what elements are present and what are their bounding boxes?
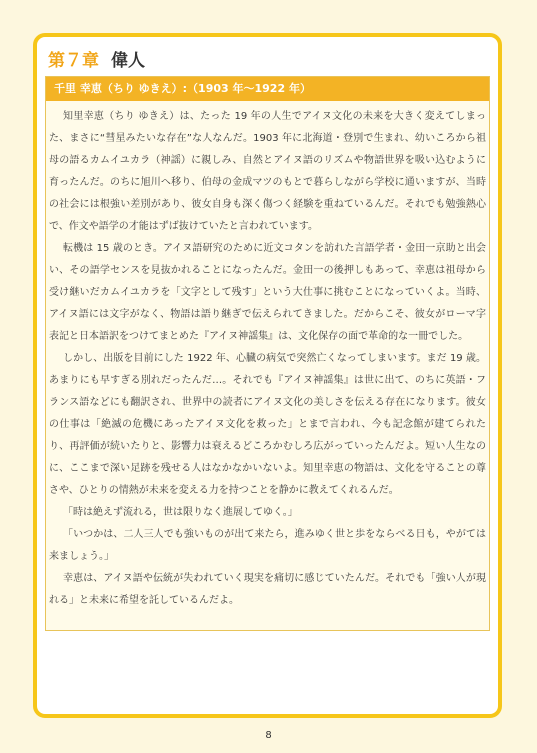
paragraph-legacy: しかし、出版を目前にした 1922 年、心臓の病気で突然亡くなってしまいます。まだ 19 歳。あまりにも早すぎる別れだったんだ…。それでも『アイヌ神謡集』は世に出て、のちに英語・フランス語などにも翻訳され、世界中の読者にアイヌ文化の美しさを伝える存在になります。彼女の仕事は「絶滅の危機にあったアイヌ文化を救った」とまで言われ、今も記念館が建てられたり、再評価が続いたりと、影響力は衰えるどころかむしろ広がっていったんだよ。短い人生なのに、ここまで深い足跡を残せる人はなかなかいないよ。知里幸恵の物語は、文化を守ることの尊さや、ひとりの情熱が未来を変える力を持つことを静かに教えてくれるんだ。: [49, 353, 486, 496]
page-number: 8: [265, 730, 272, 741]
section-heading: 千里 幸恵（ちり ゆきえ）:（1903 年～1922 年）: [46, 77, 489, 101]
quote-someday: 「いつかは、二人三人でも強いものが出て来たら，進みゆく世と歩をならべる日も，やがては来ましょう。」: [49, 529, 486, 562]
biography-text: [46, 101, 489, 612]
chapter-header: [48, 46, 145, 72]
quote-time-flows: 「時は絶えず流れる，世は限りなく進展してゆく。」: [63, 507, 298, 518]
paragraph-intro: 知里幸恵（ちり ゆきえ）は、たった 19 年の人生でアイヌ文化の未来を大きく変えてしまった、まさに“彗星みたいな存在”な人なんだ。1903 年に北海道・登別で生まれ、幼いころから祖母の語るカムイユカラ（神謡）に親しみ、自然とアイヌ語のリズムや物語世界を吸い込むように育ったんだ。のちに旭川へ移り、伯母の金成マツのもとで暮らしながら学校に通いますが、当時の社会には根強い差別があり、彼女自身も深く傷つく経験を重ねているんだ。それでも勉強熱心で、作文や語学の才能はずば抜けていたと言われています。: [49, 111, 486, 232]
paragraph-turning-point: 転機は 15 歳のとき。アイヌ語研究のために近文コタンを訪れた言語学者・金田一京助と出会い、その語学センスを見抜かれることになったんだ。金田一の後押しもあって、幸恵は祖母から受け継いだカムイユカラを「文字として残す」という大仕事に挑むことになっていくよ。当時、アイヌ語には文字がなく、物語は語り継ぎで伝えられてきました。だからこそ、彼女がローマ字表記と日本語訳をつけてまとめた『アイヌ神謡集』は、文化保存の面で革命的な一冊でした。: [49, 243, 486, 342]
paragraph-conclusion: 幸恵は、アイヌ語や伝統が失われていく現実を痛切に感じていたんだ。それでも「強い人が現れる」と未来に希望を託しているんだよ。: [49, 573, 486, 606]
biography-box: [45, 76, 490, 631]
chapter-label: 第７章: [48, 51, 99, 71]
chapter-title: 偉人: [111, 51, 145, 71]
page-frame: [33, 33, 502, 718]
